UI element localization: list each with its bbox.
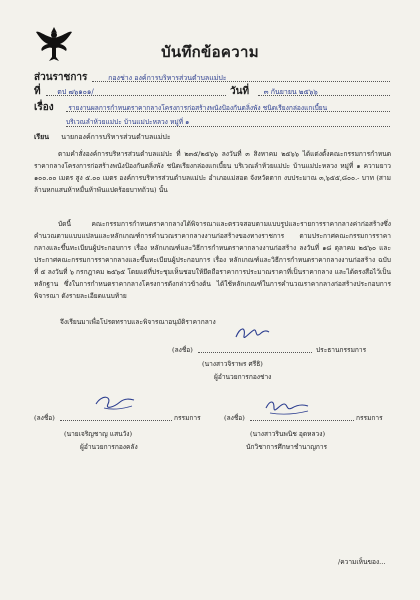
body-paragraph-1: ตามคำสั่งองค์การบริหารส่วนตำบลแม่ปะ ที่ ๒๓๕/๒๕๖๖ ลงวันที่ ๓ สิงหาคม ๒๕๖๖ ได้แต่งตั้งคณะกรรมการกำหนดราคากลางโครงการก่อสร้างพนังป้องกันตลิ่งพัง ชนิดเรียงกล่องแกเบี้ยน บริเวณลำห้วยแม่ปะ บ้านแม่ปะหลวง หมู่ที่ ๑ ความยาว ๑๐๐.๐๐ เมตร สูง ๕.๐๐ เมตร องค์การบริหารส่วนตำบลแม่ปะ อำเภอแม่สอด จังหวัดตาก งบประมาณ ๓,๖๕๕,๘๐๐.- บาท (สามล้านหกแสนห้าหมื่นห้าพันแปดร้อยบาทถ้วน) นั้น xyxy=(34,150,391,194)
left-committee-role: กรรมการ xyxy=(174,414,201,422)
right-committee-name: (นางสาวรินพนิช อุดหลวง) xyxy=(250,430,326,438)
left-committee-title: ผู้อำนวยการกองคลัง xyxy=(80,443,138,451)
right-sign-line xyxy=(250,420,354,421)
ref-line xyxy=(46,95,226,96)
chair-name: (นางสาวจิราพร ศรีธิ) xyxy=(202,360,263,368)
right-committee-role: กรรมการ xyxy=(356,414,383,422)
subject-label: เรื่อง xyxy=(34,102,54,113)
subject-line-2: บริเวณลำห้วยแม่ปะ บ้านแม่ปะหลวง หมู่ที่ ๑ xyxy=(66,118,190,126)
to-value: นายกองค์การบริหารส่วนตำบลแม่ปะ xyxy=(61,133,171,141)
continuation-note: /ความเห็นของ... xyxy=(338,558,386,566)
right-committee-title: นักวิชาการศึกษาชำนาญการ xyxy=(246,443,328,451)
left-committee-name: (นายเจริญชาญ แสนวัง) xyxy=(64,430,133,438)
ref-label: ที่ xyxy=(34,86,41,97)
salutation-row xyxy=(34,132,171,143)
left-committee-signature-icon xyxy=(92,390,138,414)
chair-role: ประธานกรรมการ xyxy=(316,346,367,354)
agency-line xyxy=(92,81,390,82)
left-sign-line xyxy=(60,420,172,421)
date-row xyxy=(230,84,318,99)
chair-sign-line xyxy=(198,352,312,353)
subject-underline-2 xyxy=(66,126,390,127)
closing-sentence: จึงเรียนมาเพื่อโปรดทราบและพิจารณาอนุมัติราคากลาง xyxy=(60,318,216,326)
ref-row xyxy=(34,84,94,99)
chair-sign-prefix: (ลงชื่อ) xyxy=(172,346,193,354)
right-committee-signature-icon xyxy=(262,396,312,418)
right-sign-prefix: (ลงชื่อ) xyxy=(224,414,245,422)
date-value: ๓ กันยายน ๒๕๖๖ xyxy=(263,88,318,96)
chair-signature-icon xyxy=(232,322,272,344)
agency-value: กองช่าง องค์การบริหารส่วนตำบลแม่ปะ xyxy=(108,74,227,82)
agency-row xyxy=(34,70,227,85)
to-label: เรียน xyxy=(34,132,50,141)
chair-title: ผู้อำนวยการกองช่าง xyxy=(214,373,272,381)
subject-underline-1 xyxy=(66,111,390,112)
memo-title: บันทึกข้อความ xyxy=(161,43,259,61)
date-label: วันที่ xyxy=(230,86,250,97)
agency-label: ส่วนราชการ xyxy=(34,72,88,83)
subject-line-1: รายงานผลการกำหนดราคากลางโครงการก่อสร้างพนังป้องกันตลิ่งพัง ชนิดเรียงกล่องแกเบี้ยน xyxy=(68,104,328,112)
body-paragraph-2: บัดนี้ คณะกรรมการกำหนดราคากลางได้พิจารณาและตรวจสอบตามแบบรูปและรายการราคากลางค่าก่อสร้างซึ่งคำนวณตามแบบแปลนและหลักเกณฑ์การคำนวณราคากลางงานก่อสร้างของทางราชการ ตามประกาศคณะกรรมการราคากลางและขึ้นทะเบียนผู้ประกอบการ เรื่อง หลักเกณฑ์และวิธีการกำหนดราคากลางงานก่อสร้าง ลงวันที่ ๑๘ ตุลาคม ๒๕๖๐ และประกาศคณะกรรมการราคากลางและขึ้นทะเบียนผู้ประกอบการ เรื่อง หลักเกณฑ์และวิธีการกำหนดราคากลางงานก่อสร้าง ฉบับที่ ๕ ลงวันที่ ๖ กรกฎาคม ๒๕๖๕ โดยแต่ที่ประชุมเห็นชอบให้ยึดถือราคาการประมาณราคาที่เป็นราคากลาง และได้ตรงสือไว้เป็นหลักฐาน ซึ่งในการกำหนดราคากลางโครงการดังกล่าวข้างต้น ได้ใช้หลักเกณฑ์ในการคำนวณราคากลางก่อสร้างประกอบการพิจารณา ดังรายละเอียดแนบท้าย xyxy=(34,220,391,300)
subject-row xyxy=(34,100,327,115)
date-line xyxy=(258,95,390,96)
left-sign-prefix: (ลงชื่อ) xyxy=(34,414,55,422)
ref-value: ตป ๗๖๑๐๑/ xyxy=(57,88,94,96)
